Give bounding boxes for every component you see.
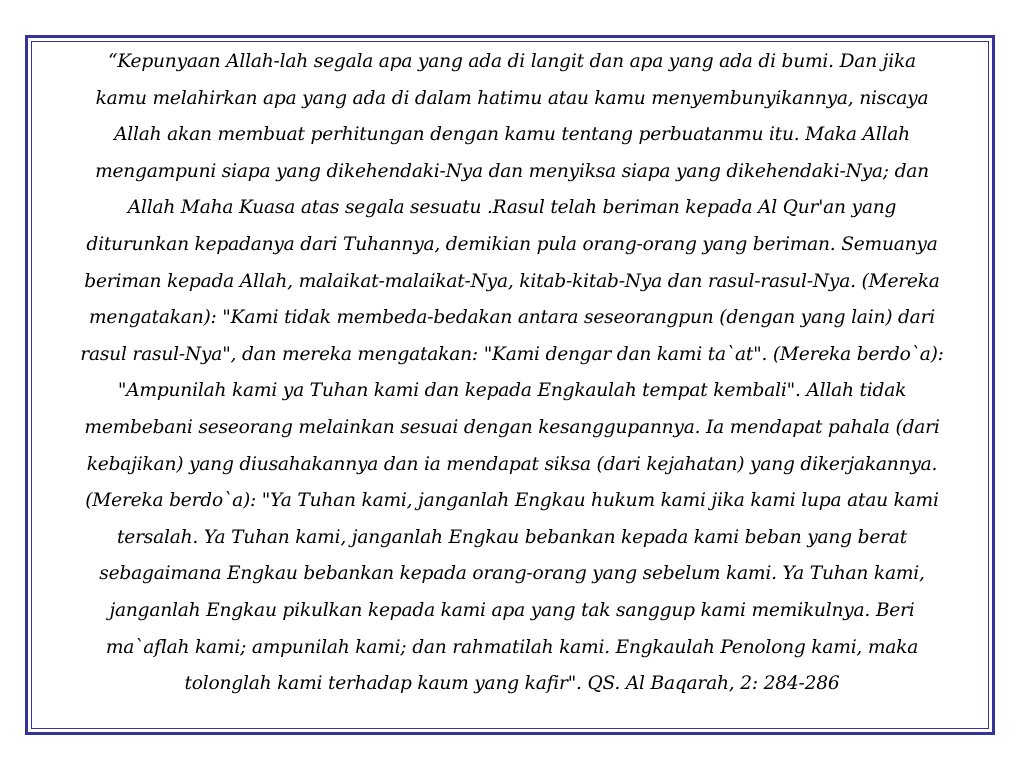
quote-line: (Mereka berdo`a): "Ya Tuhan kami, janganlah Engkau hukum kami jika kami lupa atau kami	[85, 490, 939, 512]
quote-line: janganlah Engkau pikulkan kepada kami apa yang tak sanggup kami memikulnya. Beri	[109, 599, 915, 621]
quote-line: diturunkan kepadanya dari Tuhannya, demikian pula orang-orang yang beriman. Semuanya	[86, 233, 938, 255]
quote-line: membebani seseorang melainkan sesuai dengan kesanggupannya. Ia mendapat pahala (dari	[84, 416, 940, 438]
quote-line: Allah akan membuat perhitungan dengan kamu tentang perbuatanmu itu. Maka Allah	[114, 124, 910, 146]
quote-line: mengatakan): "Kami tidak membeda-bedakan antara seseorangpun (dengan yang lain) dari	[88, 307, 936, 329]
quote-line: sebagaimana Engkau bebankan kepada orang-orang yang sebelum kami. Ya Tuhan kami,	[99, 563, 925, 585]
quote-line: tolonglah kami terhadap kaum yang kafir". QS. Al Baqarah, 2: 284-286	[184, 673, 840, 695]
quote-line: “Kepunyaan Allah-lah segala apa yang ada di langit dan apa yang ada di bumi. Dan jika	[108, 51, 916, 72]
quote-line: kamu melahirkan apa yang ada di dalam hatimu atau kamu menyembunyikannya, niscaya	[95, 87, 929, 109]
quran-quote-text	[34, 44, 990, 703]
quote-line: Allah Maha Kuasa atas segala sesuatu .Rasul telah beriman kepada Al Qur'an yang	[127, 197, 897, 219]
quote-line: tersalah. Ya Tuhan kami, janganlah Engkau bebankan kepada kami beban yang berat	[117, 526, 907, 548]
quote-line: "Ampunilah kami ya Tuhan kami dan kepada Engkaulah tempat kembali". Allah tidak	[117, 380, 907, 402]
quote-line: kebajikan) yang diusahakannya dan ia mendapat siksa (dari kejahatan) yang dikerjakannya.	[86, 453, 938, 475]
quote-line: mengampuni siapa yang dikehendaki-Nya dan menyiksa siapa yang dikehendaki-Nya; dan	[95, 160, 929, 182]
quote-line: ma`aflah kami; ampunilah kami; dan rahmatilah kami. Engkaulah Penolong kami, maka	[105, 636, 919, 658]
quote-line: rasul rasul-Nya", dan mereka mengatakan: "Kami dengar dan kami ta`at". (Mereka berdo`a):	[80, 343, 944, 365]
quote-line: beriman kepada Allah, malaikat-malaikat-Nya, kitab-kitab-Nya dan rasul-rasul-Nya. (Mereka	[84, 270, 940, 292]
